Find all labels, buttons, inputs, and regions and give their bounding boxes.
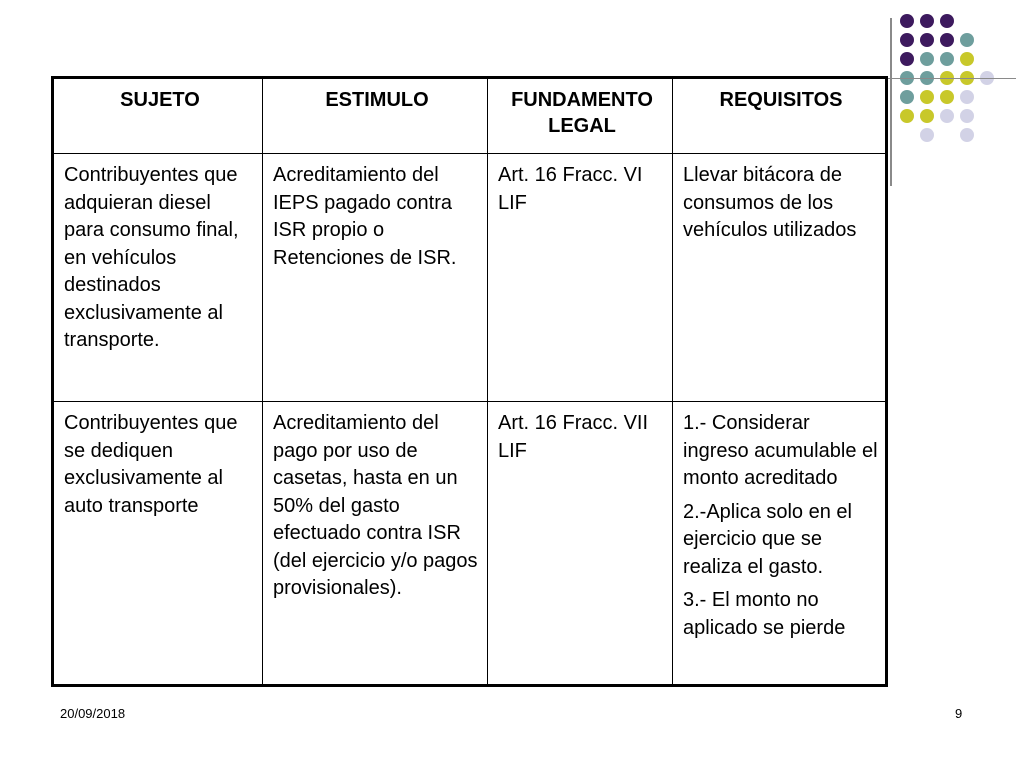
decorative-dot <box>960 128 974 142</box>
decorative-dot <box>900 109 914 123</box>
decorative-dot <box>960 90 974 104</box>
decorative-dot <box>900 90 914 104</box>
decorative-dot <box>900 14 914 28</box>
cell-requisitos <box>673 402 887 686</box>
decorative-dot <box>960 109 974 123</box>
decorative-dot <box>920 128 934 142</box>
decorative-dot <box>940 90 954 104</box>
requisito-item: 2.-Aplica solo en el ejercicio que se realiza el gasto. <box>683 500 852 578</box>
header-requisitos: REQUISITOS <box>673 78 887 154</box>
table-row <box>53 402 887 686</box>
decorative-vertical-line <box>890 18 892 186</box>
footer-page-number: 9 <box>955 706 963 721</box>
footer-date: 20/09/2018 <box>60 706 126 721</box>
header-fundamento-legal: FUNDAMENTO LEGAL <box>488 78 673 154</box>
decorative-dot <box>940 14 954 28</box>
decorative-dot <box>940 109 954 123</box>
header-sujeto: SUJETO <box>53 78 263 154</box>
decorative-dot <box>940 52 954 66</box>
stimulus-table <box>51 76 888 687</box>
requisito-item: 1.- Considerar ingreso acumulable el monto acreditado <box>683 412 878 489</box>
table-header-row <box>53 78 887 154</box>
requisito-item: 3.- El monto no aplicado se pierde <box>683 589 846 639</box>
dot-pattern-decoration <box>900 14 1010 174</box>
decorative-dot <box>920 14 934 28</box>
cell-estimulo: Acreditamiento del pago por uso de casetas, hasta en un 50% del gasto efectuado contra ISR (del ejercicio y/o pagos provisionales). <box>263 402 488 686</box>
cell-requisitos <box>673 154 887 402</box>
cell-estimulo: Acreditamiento del IEPS pagado contra ISR propio o Retenciones de ISR. <box>263 154 488 402</box>
decorative-dot <box>940 33 954 47</box>
cell-sujeto: Contribuyentes que se dediquen exclusivamente al auto transporte <box>53 402 263 686</box>
decorative-dot <box>960 52 974 66</box>
decorative-dot <box>900 33 914 47</box>
decorative-dot <box>920 90 934 104</box>
table-row <box>53 154 887 402</box>
cell-fundamento: Art. 16 Fracc. VI LIF <box>488 154 673 402</box>
decorative-dot <box>920 109 934 123</box>
decorative-dot <box>920 52 934 66</box>
cell-fundamento: Art. 16 Fracc. VII LIF <box>488 402 673 686</box>
requisito-item: Llevar bitácora de consumos de los vehículos utilizados <box>683 164 857 241</box>
cell-sujeto: Contribuyentes que adquieran diesel para consumo final, en vehículos destinados exclusivamente al transporte. <box>53 154 263 402</box>
decorative-dot <box>920 33 934 47</box>
decorative-dot <box>960 33 974 47</box>
header-estimulo: ESTIMULO <box>263 78 488 154</box>
decorative-dot <box>900 52 914 66</box>
decorative-horizontal-line <box>870 78 1016 79</box>
